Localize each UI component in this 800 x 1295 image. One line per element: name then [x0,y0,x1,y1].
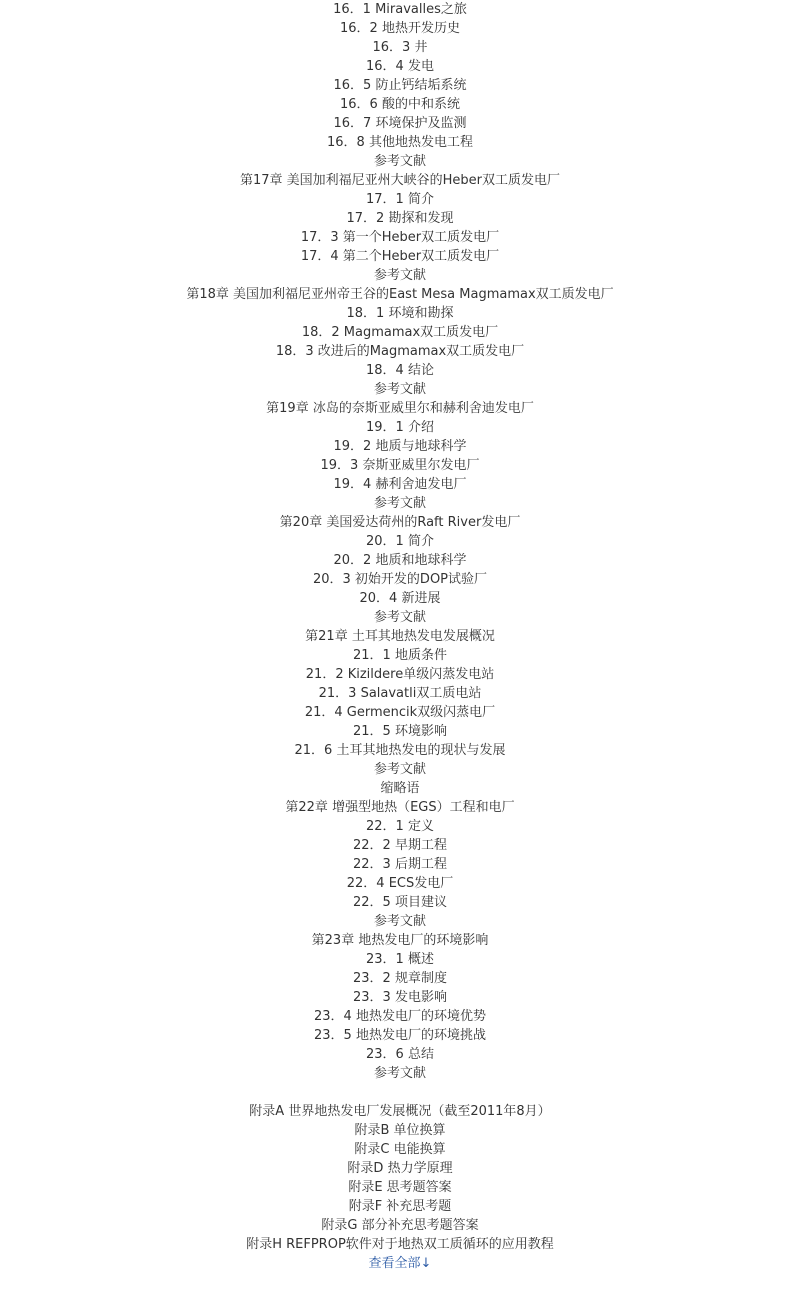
references-entry: 参考文献 [373,154,426,169]
section-entry: 19．2 地质与地球科学 [333,439,467,454]
chapter-title: 第18章 美国加利福尼亚州帝王谷的East Mesa Magmamax双工质发电厂 [186,287,614,302]
section-entry: 17．1 简介 [366,192,434,207]
section-entry: 23．6 总结 [366,1047,434,1062]
appendix-entry: 附录E 思考题答案 [348,1180,452,1195]
toc-appendix-list [0,1102,800,1254]
section-entry: 20．4 新进展 [359,591,441,606]
section-entry: 23．4 地热发电厂的环境优势 [314,1009,486,1024]
section-entry: 21．5 环境影响 [353,724,447,739]
appendix-entry: 附录G 部分补充思考题答案 [321,1218,479,1233]
section-entry: 16．7 环境保护及监测 [333,116,467,131]
section-entry: 16．4 发电 [366,59,434,74]
section-entry: 21．2 Kizildere单级闪蒸发电站 [305,667,495,682]
section-entry: 16．1 Miravalles之旅 [333,2,467,17]
section-entry: 19．4 赫利舍迪发电厂 [333,477,467,492]
section-entry: 19．1 介绍 [366,420,434,435]
section-entry: 22．4 ECS发电厂 [346,876,454,891]
references-entry: 参考文献 [373,610,426,625]
section-entry: 20．2 地质和地球科学 [333,553,467,568]
section-entry: 22．5 项目建议 [353,895,447,910]
section-entry: 22．1 定义 [366,819,434,834]
section-entry: 21．6 土耳其地热发电的现状与发展 [294,743,506,758]
appendix-entry: 附录F 补充思考题 [348,1199,452,1214]
section-entry: 23．3 发电影响 [353,990,447,1005]
section-entry: 18．1 环境和勘探 [346,306,454,321]
section-entry: 23．5 地热发电厂的环境挑战 [314,1028,486,1043]
references-entry: 参考文献 [373,762,426,777]
section-entry: 17．3 第一个Heber双工质发电厂 [300,230,500,245]
section-entry: 23．2 规章制度 [353,971,447,986]
chapter-title: 第17章 美国加利福尼亚州大峡谷的Heber双工质发电厂 [239,173,561,188]
section-entry: 22．2 早期工程 [353,838,447,853]
abbreviations-entry: 缩略语 [380,781,420,796]
section-entry: 22．3 后期工程 [353,857,447,872]
section-entry: 16．2 地热开发历史 [340,21,460,36]
view-all-link[interactable]: 查看全部↓ [368,1256,432,1271]
section-entry: 16．8 其他地热发电工程 [327,135,473,150]
section-entry: 20．1 简介 [366,534,434,549]
references-entry: 参考文献 [373,496,426,511]
section-entry: 18．4 结论 [366,363,434,378]
section-entry: 18．3 改进后的Magmamax双工质发电厂 [275,344,525,359]
section-entry: 21．3 Salavatli双工质电站 [318,686,482,701]
chapter-title: 第22章 增强型地热（EGS）工程和电厂 [285,800,515,815]
chapter-title: 第19章 冰岛的奈斯亚威里尔和赫利舍迪发电厂 [266,401,534,416]
section-entry: 21．4 Germencik双级闪蒸电厂 [304,705,496,720]
references-entry: 参考文献 [373,1066,426,1081]
appendix-entry: 附录B 单位换算 [354,1123,446,1138]
section-entry: 19．3 奈斯亚威里尔发电厂 [320,458,480,473]
section-entry: 16．6 酸的中和系统 [340,97,460,112]
references-entry: 参考文献 [373,382,426,397]
chapter-title: 第23章 地热发电厂的环境影响 [311,933,489,948]
chapter-title: 第21章 土耳其地热发电发展概况 [305,629,495,644]
section-entry: 18．2 Magmamax双工质发电厂 [301,325,499,340]
section-entry: 16．5 防止钙结垢系统 [333,78,467,93]
section-entry: 21．1 地质条件 [353,648,447,663]
chapter-title: 第20章 美国爱达荷州的Raft River发电厂 [279,515,521,530]
references-entry: 参考文献 [373,914,426,929]
references-entry: 参考文献 [373,268,426,283]
section-entry: 23．1 概述 [366,952,434,967]
appendix-entry: 附录C 电能换算 [354,1142,446,1157]
appendix-entry: 附录D 热力学原理 [347,1161,453,1176]
appendix-entry: 附录A 世界地热发电厂发展概况（截至2011年8月） [249,1104,551,1119]
section-entry: 16．3 井 [372,40,428,55]
section-spacer [0,1083,800,1102]
appendix-entry: 附录H REFPROP软件对于地热双工质循环的应用教程 [246,1237,554,1252]
section-entry: 17．4 第二个Heber双工质发电厂 [300,249,500,264]
section-entry: 20．3 初始开发的DOP试验厂 [312,572,488,587]
section-entry: 17．2 勘探和发现 [346,211,454,226]
